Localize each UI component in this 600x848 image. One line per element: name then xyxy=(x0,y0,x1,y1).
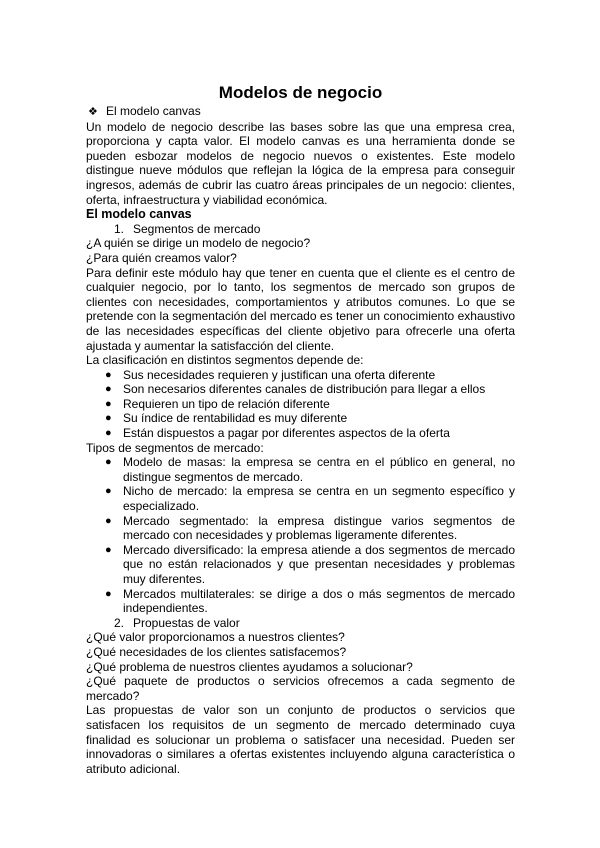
types-intro: Tipos de segmentos de mercado: xyxy=(86,440,264,455)
list-item xyxy=(86,455,515,484)
module1-heading xyxy=(86,222,515,237)
list-item-text: Nicho de mercado: la empresa se centra en un segmento específico y especializado. xyxy=(123,484,515,514)
module1-paragraph: Para definir este módulo hay que tener en cuenta que el cliente es el centro de cualquier negocio, por lo tanto, los segmentos de mercado son grupos de clientes con necesidades, comportamientos y atributos comunes. Lo que se pretende con la segmentación del mercado es tener un conocimiento exhaustivo de las necesidades específicas del cliente objetivo para ofrecerle una oferta ajustada y aumentar la satisfacción del cliente. xyxy=(86,265,515,353)
module2-heading xyxy=(86,616,515,631)
module2-number: 2. xyxy=(114,615,125,630)
list-item-text: Mercados multilaterales: se dirige a dos o más segmentos de mercado independientes. xyxy=(123,586,515,616)
bullet-dot-icon: ● xyxy=(105,368,112,381)
module2-question: ¿Qué valor proporcionamos a nuestros clientes? xyxy=(86,630,345,645)
intro-heading: El modelo canvas xyxy=(106,104,201,118)
types-list xyxy=(86,455,515,616)
list-item xyxy=(86,514,515,543)
list-item-text: Mercado segmentado: la empresa distingue varios segmentos de mercado con necesidades y problemas ligeramente diferentes. xyxy=(123,513,515,543)
module1-label: Segmentos de mercado xyxy=(133,221,261,236)
bullet-dot-icon: ● xyxy=(105,485,112,498)
list-item-text: Mercado diversificado: la empresa atiende a dos segmentos de mercado que no están relacionados y que presentan necesidades y problemas muy diferentes. xyxy=(123,542,515,586)
list-item xyxy=(86,426,515,441)
list-item-text: Requieren un tipo de relación diferente xyxy=(123,396,330,411)
bullet-dot-icon: ● xyxy=(105,412,112,425)
bullet-dot-icon: ● xyxy=(105,456,112,469)
bullet-dot-icon: ● xyxy=(105,383,112,396)
module2-question: ¿Qué paquete de productos o servicios ofrecemos a cada segmento de mercado? xyxy=(86,674,515,703)
list-item xyxy=(86,411,515,426)
module2-question: ¿Qué problema de nuestros clientes ayudamos a solucionar? xyxy=(86,659,413,674)
bullet-dot-icon: ● xyxy=(105,543,112,556)
diamond-bullet-icon: ❖ xyxy=(88,106,98,118)
module1-question: ¿Para quién creamos valor? xyxy=(86,250,237,265)
module2-paragraph: Las propuestas de valor son un conjunto de productos o servicios que satisfacen los requisitos de un segmento de mercado determinado cuya finalidad es solucionar un problema o satisfacer una necesidad. Pueden ser innovadoras o similares a ofertas existentes incluyendo alguna característica o atributo adicional. xyxy=(86,703,515,776)
module2-label: Propuestas de valor xyxy=(133,615,240,630)
list-item-text: Su índice de rentabilidad es muy diferente xyxy=(123,411,348,426)
bullet-dot-icon: ● xyxy=(105,397,112,410)
module2-question: ¿Qué necesidades de los clientes satisfacemos? xyxy=(86,644,347,659)
list-item-text: Modelo de masas: la empresa se centra en el público en general, no distingue segmentos de mercado. xyxy=(123,455,515,484)
classification-list xyxy=(86,368,515,441)
classification-intro: La clasificación en distintos segmentos depende de: xyxy=(86,353,364,368)
list-item xyxy=(86,397,515,412)
page-title: Modelos de negocio xyxy=(218,83,383,102)
list-item xyxy=(86,484,515,513)
bullet-dot-icon: ● xyxy=(105,514,112,527)
bullet-dot-icon: ● xyxy=(105,427,112,440)
module1-number: 1. xyxy=(114,221,125,236)
list-item xyxy=(86,587,515,616)
intro-heading-line xyxy=(86,104,515,120)
list-item xyxy=(86,368,515,383)
list-item xyxy=(86,382,515,397)
list-item-text: Están dispuestos a pagar por diferentes aspectos de la oferta xyxy=(123,426,450,441)
list-item-text: Son necesarios diferentes canales de distribución para llegar a ellos xyxy=(123,382,486,397)
bullet-dot-icon: ● xyxy=(105,587,112,600)
canvas-heading: El modelo canvas xyxy=(86,207,192,222)
list-item xyxy=(86,543,515,587)
list-item-text: Sus necesidades requieren y justifican una oferta diferente xyxy=(123,367,436,382)
intro-paragraph: Un modelo de negocio describe las bases sobre las que una empresa crea, proporciona y capta valor. El modelo canvas es una herramienta donde se pueden esbozar modelos de negocio nuevos o existentes. Este modelo distingue nueve módulos que reflejan la lógica de la empresa para conseguir ingresos, además de cubrir las cuatro áreas principales de un negocio: clientes, oferta, infraestructura y viabilidad económica. xyxy=(86,119,515,207)
module1-question: ¿A quién se dirige un modelo de negocio? xyxy=(86,236,311,251)
